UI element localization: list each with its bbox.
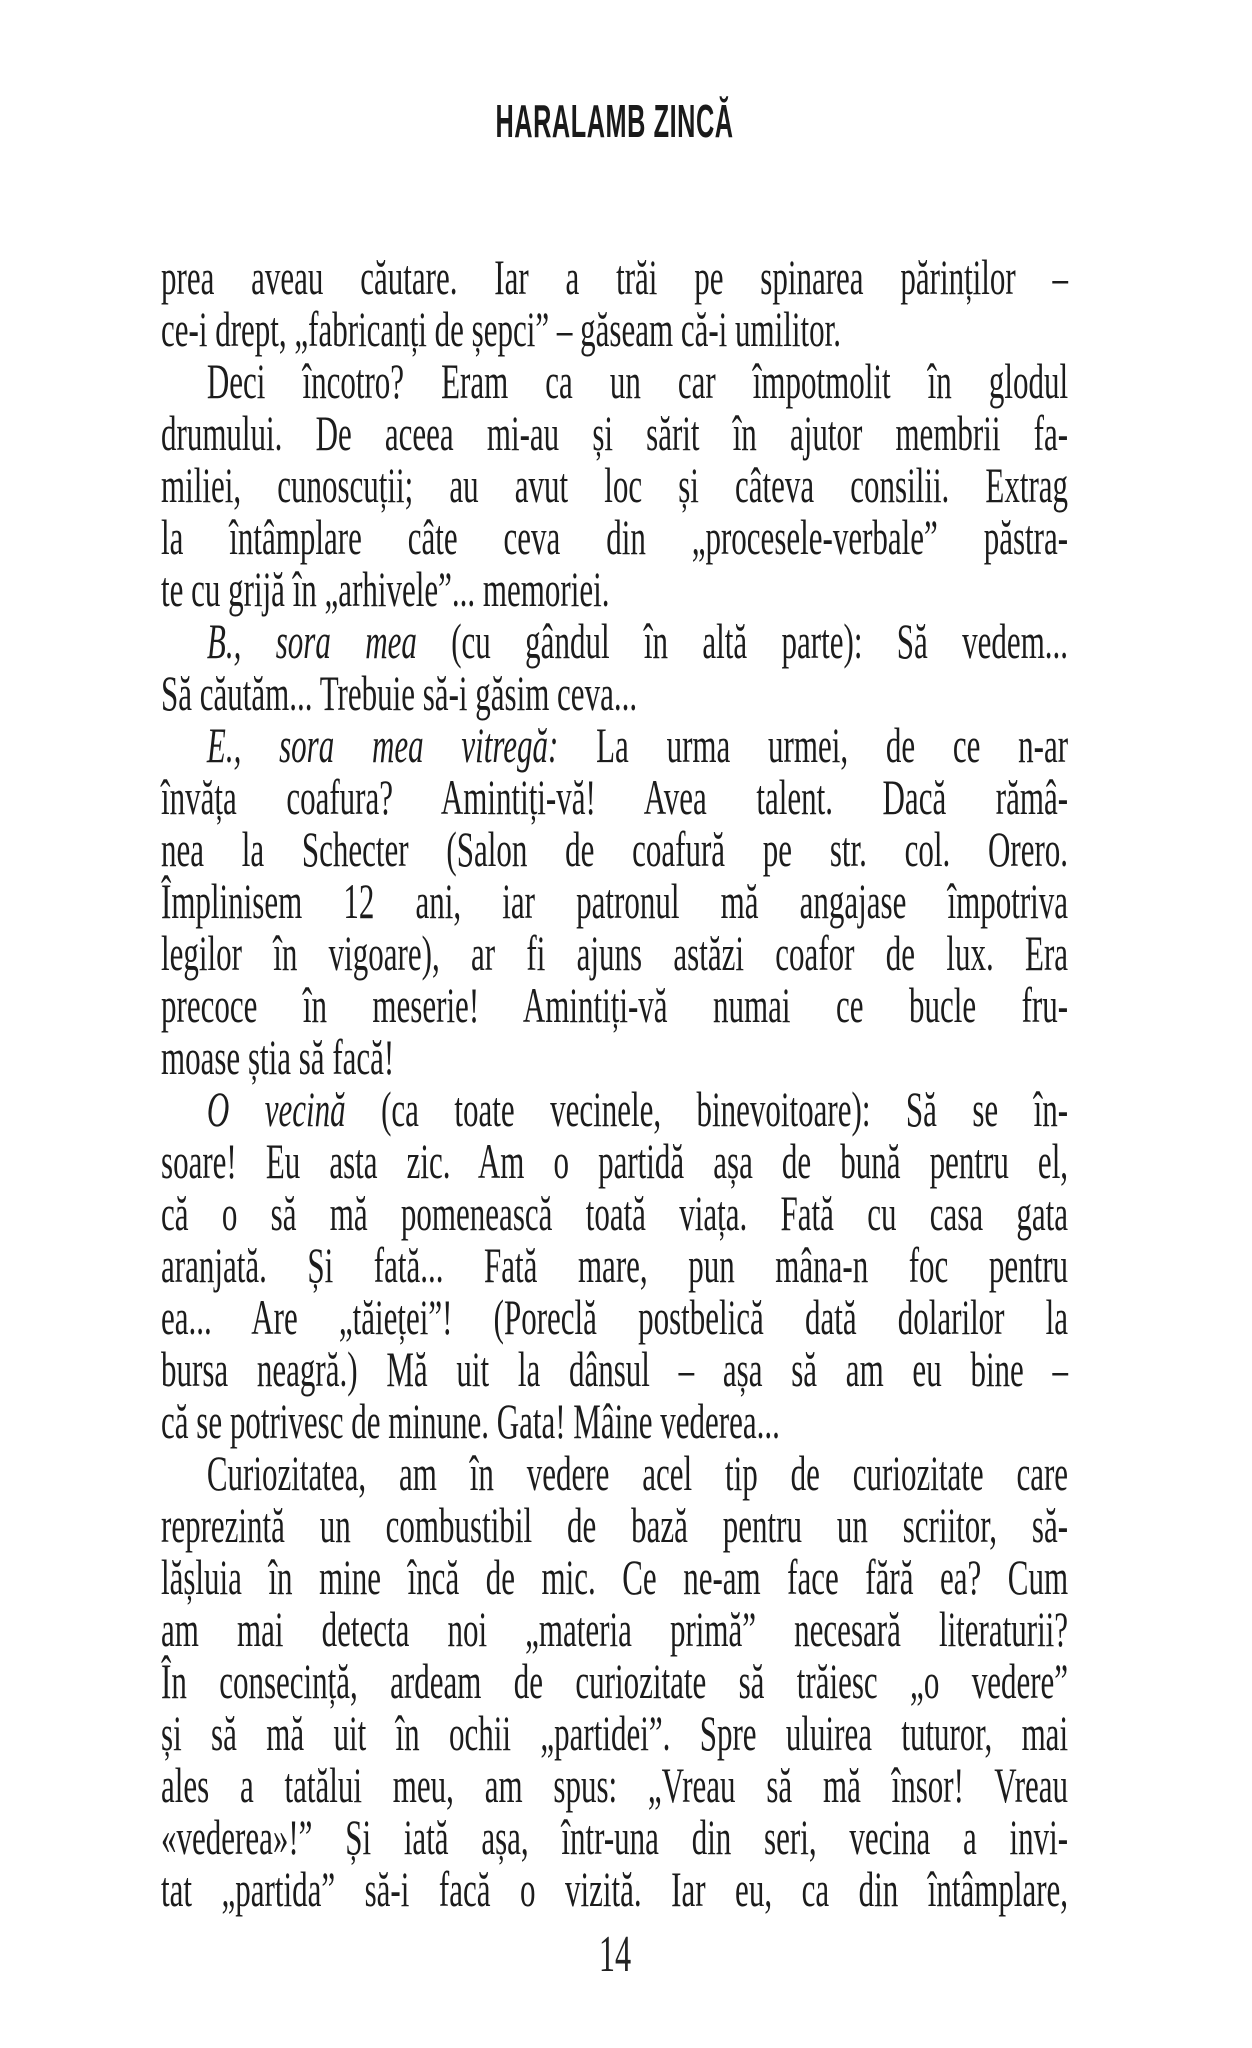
text-line-content [161,511,1068,563]
text-line-content [161,1291,1068,1343]
text-line-content [161,1551,1068,1603]
text-segment: drumului. De aceea mi-au și sărit în ajutor membrii fa- [161,405,1069,461]
text-segment: am mai detecta noi „materia primă” necesară literaturii? [161,1601,1069,1657]
text-line-content [161,1603,1068,1655]
text-line-content [161,1707,1068,1759]
text-line [161,407,1068,459]
page-footer [161,1926,1068,1983]
text-line [161,251,1068,303]
text-segment: că o să mă pomenească toată viața. Fată cu casa gata [161,1185,1069,1241]
text-line-content [161,615,1068,667]
text-line [161,1031,1068,1083]
text-segment: te cu grijă în „arhivele”... memoriei. [161,561,610,617]
text-line [161,1395,1068,1447]
body-text [161,251,1068,1915]
text-line-content [161,927,1068,979]
page-number: 14 [598,1926,631,1983]
text-line [161,511,1068,563]
text-segment: Să căutăm... Trebuie să-i găsim ceva... [161,665,638,721]
text-segment: că se potrivesc de minune. Gata! Mâine vederea... [161,1393,780,1449]
text-line-content [161,355,1068,407]
text-line-content [161,875,1068,927]
running-header [161,94,1068,146]
text-line-content [161,303,1068,355]
text-line-content [161,407,1068,459]
text-line-content [161,1135,1068,1187]
text-line [161,615,1068,667]
text-line [161,979,1068,1031]
text-line [161,1499,1068,1551]
text-line [161,1343,1068,1395]
text-segment: bursa neagră.) Mă uit la dânsul – așa să am eu bine – [161,1341,1069,1397]
text-segment: și să mă uit în ochii „partidei”. Spre uluirea tuturor, mai [161,1705,1069,1761]
text-segment: învăța coafura? Amintiți-vă! Avea talent. Dacă rămâ- [161,769,1069,825]
text-line [161,1551,1068,1603]
text-line [161,563,1068,615]
text-line [161,1291,1068,1343]
text-line-content [161,667,1068,719]
text-segment: Deci încotro? Eram ca un car împotmolit în glodul [206,353,1069,409]
text-line [161,1135,1068,1187]
text-segment: Curiozitatea, am în vedere acel tip de curiozitate care [206,1445,1069,1501]
italic-text-segment: O vecină [206,1081,346,1137]
text-segment: aranjată. Și fată... Fată mare, pun mâna-n foc pentru [161,1237,1069,1293]
text-segment: legilor în vigoare), ar fi ajuns astăzi coafor de lux. Era [161,925,1069,981]
text-segment: ea... Are „tăieței”! (Poreclă postbelică dată dolarilor la [161,1289,1069,1345]
text-line-content [161,1811,1068,1863]
text-line [161,1863,1068,1915]
text-segment: prea aveau căutare. Iar a trăi pe spinarea părinților – [161,249,1069,305]
text-line-content [161,1395,1068,1447]
text-segment: lășluia în mine încă de mic. Ce ne-am face fără ea? Cum [161,1549,1069,1605]
text-line-content [161,719,1068,771]
text-segment: miliei, cunoscuții; au avut loc și câteva consilii. Extrag [161,457,1069,513]
text-line-content [161,1031,1068,1083]
text-line-content [161,1239,1068,1291]
text-line-content [161,823,1068,875]
text-line-content [161,1187,1068,1239]
text-line [161,1655,1068,1707]
text-line [161,1239,1068,1291]
text-line-content [161,771,1068,823]
text-line-content [161,459,1068,511]
text-line-content [161,251,1068,303]
text-segment: (cu gândul în altă parte): Să vedem... [416,613,1069,669]
text-segment: ales a tatălui meu, am spus: „Vreau să mă însor! Vreau [161,1757,1069,1813]
text-segment: tat „partida” să-i facă o vizită. Iar eu, ca din întâmplare, [161,1861,1069,1917]
text-line-content [161,1083,1068,1135]
text-line [161,771,1068,823]
text-segment: «vederea»!” Și iată așa, într-una din seri, vecina a invi- [161,1809,1069,1865]
italic-text-segment: E., sora mea vitregă: [206,717,559,773]
text-segment: La urma urmei, de ce n-ar [558,717,1069,773]
text-segment: soare! Eu asta zic. Am o partidă așa de bună pentru el, [161,1133,1069,1189]
text-line-content [161,1863,1068,1915]
text-line [161,1447,1068,1499]
text-line-content [161,563,1068,615]
text-line [161,1759,1068,1811]
text-line [161,927,1068,979]
text-line-content [161,1499,1068,1551]
text-line-content [161,1343,1068,1395]
text-line [161,719,1068,771]
italic-text-segment: B., sora mea [206,613,417,669]
text-line [161,667,1068,719]
text-line [161,823,1068,875]
text-line-content [161,1759,1068,1811]
text-line [161,459,1068,511]
text-line-content [161,1655,1068,1707]
text-segment: moase știa să facă! [161,1029,395,1085]
text-line [161,875,1068,927]
text-line-content [161,979,1068,1031]
text-segment: (ca toate vecinele, binevoitoare): Să se în- [345,1081,1069,1137]
text-line [161,303,1068,355]
text-segment: reprezintă un combustibil de bază pentru un scriitor, să- [161,1497,1069,1553]
text-segment: nea la Schecter (Salon de coafură pe str. col. Orero. [161,821,1069,877]
text-line [161,1603,1068,1655]
text-line [161,1811,1068,1863]
text-segment: ce-i drept, „fabricanți de șepci” – găseam că-i umilitor. [161,301,841,357]
text-segment: la întâmplare câte ceva din „procesele-verbale” păstra- [161,509,1069,565]
text-line [161,1083,1068,1135]
text-segment: În consecință, ardeam de curiozitate să trăiesc „o vedere” [161,1653,1069,1709]
text-line [161,1707,1068,1759]
text-segment: Împlinisem 12 ani, iar patronul mă angajase împotriva [161,873,1069,929]
text-line [161,1187,1068,1239]
text-segment: precoce în meserie! Amintiți-vă numai ce bucle fru- [161,977,1069,1033]
text-line-content [161,1447,1068,1499]
author-name: HARALAMB ZINCĂ [495,95,734,147]
text-line [161,355,1068,407]
